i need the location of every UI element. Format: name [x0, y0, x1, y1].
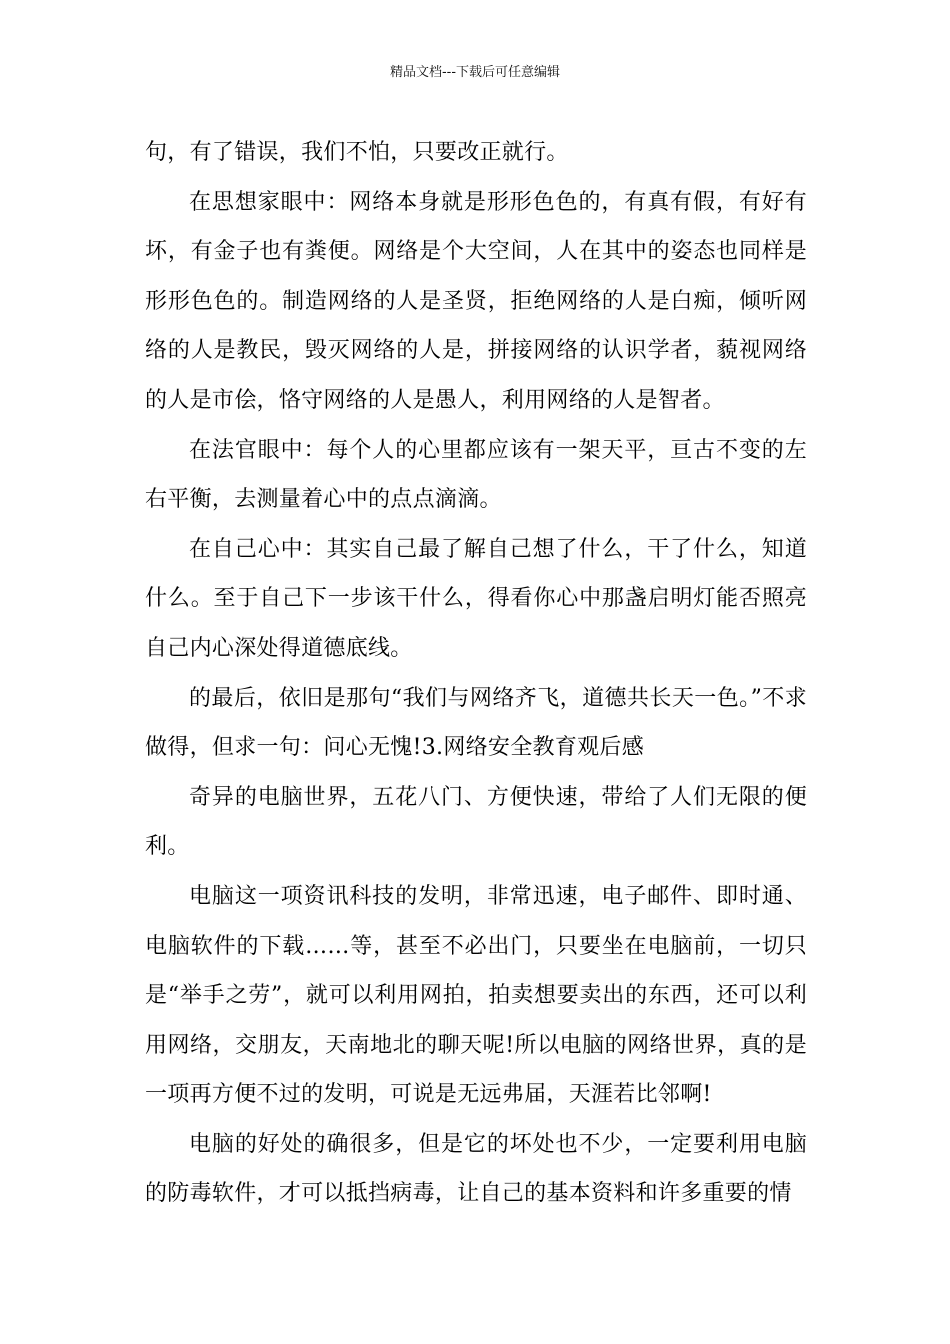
- document-body: [145, 128, 807, 1219]
- paragraph-8: 电脑的好处的确很多，但是它的坏处也不少，一定要利用电脑的防毒软件，才可以抵挡病毒，让自己的基本资料和许多重要的情: [145, 1131, 807, 1207]
- paragraph-3: 在法官眼中：每个人的心里都应该有一架天平，亘古不变的左右平衡，去测量着心中的点点滴滴。: [145, 437, 807, 513]
- paragraph-1: 句，有了错误，我们不怕，只要改正就行。: [145, 140, 569, 165]
- paragraph-5: 的最后，依旧是那句“我们与网络齐飞，道德共长天一色。”不求做得，但求一句：问心无愧!3.网络安全教育观后感: [145, 685, 807, 761]
- paragraph-7: 电脑这一项资讯科技的发明，非常迅速，电子邮件、即时通、电脑软件的下载……等，甚至不必出门，只要坐在电脑前，一切只是“举手之劳”，就可以利用网拍，拍卖想要卖出的东西，还可以利用网络，交朋友，天南地北的聊天呢!所以电脑的网络世界，真的是一项再方便不过的发明，可说是无远弗届，天涯若比邻啊!: [145, 883, 807, 1108]
- paragraph-6: 奇异的电脑世界，五花八门、方便快速，带给了人们无限的便利。: [145, 784, 807, 860]
- page-header: 精品文档---下载后可任意编辑: [389, 65, 561, 80]
- paragraph-2: 在思想家眼中：网络本身就是形形色色的，有真有假，有好有坏，有金子也有粪便。网络是个大空间，人在其中的姿态也同样是形形色色的。制造网络的人是圣贤，拒绝网络的人是白痴，倾听网络的人是教民，毁灭网络的人是，拼接网络的认识学者，藐视网络的人是市侩，恪守网络的人是愚人，利用网络的人是智者。: [145, 189, 807, 413]
- paragraph-4: 在自己心中：其实自己最了解自己想了什么，干了什么，知道什么。至于自己下一步该干什么，得看你心中那盏启明灯能否照亮自己内心深处得道德底线。: [145, 536, 807, 661]
